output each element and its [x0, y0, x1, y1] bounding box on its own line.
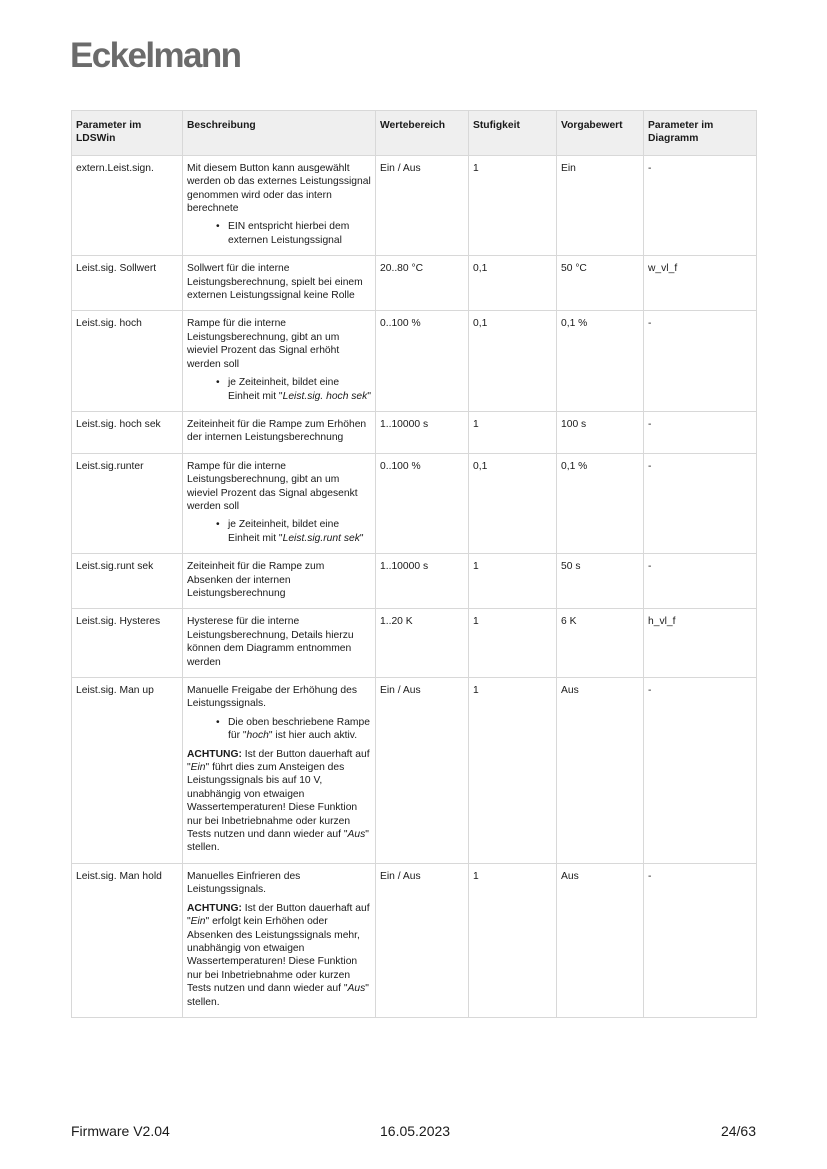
table-row — [72, 155, 757, 255]
param-diagram: - — [644, 155, 757, 255]
param-name: extern.Leist.sign. — [72, 155, 183, 255]
warning-body: " erfolgt kein Erhöhen oder Absenken des Leistungssignals mehr, unabhängig von etwaigen Wassertemperaturen! Diese Funktion nur bei Inbetriebnahme oder kurzen Tests nutzen und dann wieder auf " — [187, 916, 360, 995]
bullet-item: • EIN entspricht hierbei dem externen Leistungssignal — [228, 220, 371, 247]
param-default: 50 °C — [557, 256, 644, 311]
param-range: Ein / Aus — [376, 155, 469, 255]
param-diagram: - — [644, 311, 757, 411]
param-diagram: w_vl_f — [644, 256, 757, 311]
col-header-range: Wertebereich — [376, 111, 469, 156]
param-default: 0,1 % — [557, 453, 644, 553]
param-name: Leist.sig.runter — [72, 453, 183, 553]
warning-emphasis: Aus — [347, 983, 366, 995]
bullet-item — [228, 716, 371, 743]
param-range: 1..10000 s — [376, 411, 469, 453]
table-row — [72, 678, 757, 864]
parameter-table — [71, 110, 757, 1018]
footer-date: 16.05.2023 — [380, 1123, 451, 1139]
param-step: 0,1 — [469, 311, 557, 411]
description-text: Rampe für die interne Leistungsberechnung, gibt an um wieviel Prozent das Signal abgesenkt werden soll — [187, 460, 358, 512]
description-text: Zeiteinheit für die Rampe zum Absenken der internen Leistungsberechnung — [187, 561, 325, 599]
col-header-step: Stufigkeit — [469, 111, 557, 156]
param-range: 1..20 K — [376, 609, 469, 678]
footer-page-number: 24/63 — [720, 1123, 756, 1139]
param-diagram: - — [644, 453, 757, 553]
param-name: Leist.sig. Man up — [72, 678, 183, 864]
description-text: Zeiteinheit für die Rampe zum Erhöhen der internen Leistungsberechnung — [187, 418, 367, 444]
param-name: Leist.sig. Sollwert — [72, 256, 183, 311]
param-range: Ein / Aus — [376, 863, 469, 1017]
warning-body: " führt dies zum Ansteigen des Leistungssignals bis auf 10 V, unabhängig von etwaigen Wassertemperaturen! Diese Funktion nur bei Inbetriebnahme oder kurzen Tests nutzen und dann wieder auf " — [187, 762, 358, 841]
warning-text — [187, 748, 371, 855]
param-description — [183, 863, 376, 1017]
bullet-text: Die oben beschriebene Rampe für " — [228, 716, 370, 742]
param-name: Leist.sig. Hysteres — [72, 609, 183, 678]
bullet-list — [187, 518, 371, 545]
param-diagram: - — [644, 554, 757, 609]
param-range: 0..100 % — [376, 311, 469, 411]
warning-label: ACHTUNG: — [187, 748, 242, 760]
warning-body: " stellen. — [187, 829, 369, 854]
description-text: Sollwert für die interne Leistungsberechnung, spielt bei einem externen Leistungssignal keine Rolle — [187, 263, 363, 302]
bullet-item — [228, 376, 371, 403]
col-header-diagram: Parameter im Diagramm — [644, 111, 757, 156]
bullet-emphasis: hoch — [246, 730, 269, 742]
bullet-list — [187, 376, 371, 403]
bullet-item — [228, 518, 371, 545]
param-diagram: - — [644, 678, 757, 864]
description-text: Rampe für die interne Leistungsberechnung, gibt an um wieviel Prozent das Signal erhöht werden soll — [187, 318, 340, 370]
param-default: Aus — [557, 678, 644, 864]
table-row — [72, 311, 757, 411]
param-description — [183, 155, 376, 255]
warning-body: Ist der Button dauerhaft auf " — [187, 748, 370, 774]
param-default: 6 K — [557, 609, 644, 678]
param-diagram: - — [644, 411, 757, 453]
bullet-text: " — [359, 532, 364, 544]
param-step: 1 — [469, 609, 557, 678]
param-default: 50 s — [557, 554, 644, 609]
param-description — [183, 411, 376, 453]
table-row — [72, 609, 757, 678]
param-default: 100 s — [557, 411, 644, 453]
param-range: 20..80 °C — [376, 256, 469, 311]
description-text: Hysterese für die interne Leistungsberechnung, Details hierzu können dem Diagramm entnommen werden — [187, 616, 354, 668]
param-description — [183, 256, 376, 311]
bullet-emphasis: Leist.sig.runt sek — [282, 532, 360, 544]
param-name: Leist.sig.runt sek — [72, 554, 183, 609]
col-header-description: Beschreibung — [183, 111, 376, 156]
description-text: Mit diesem Button kann ausgewählt werden ob das externes Leistungssignal genommen wird oder das intern berechnete — [187, 162, 371, 215]
warning-body: Ist der Button dauerhaft auf " — [187, 902, 370, 928]
warning-emphasis: Aus — [347, 829, 366, 841]
col-header-default: Vorgabewert — [557, 111, 644, 156]
param-description — [183, 609, 376, 678]
param-description — [183, 311, 376, 411]
table-row — [72, 453, 757, 553]
param-range: 0..100 % — [376, 453, 469, 553]
param-step: 1 — [469, 554, 557, 609]
param-range: 1..10000 s — [376, 554, 469, 609]
param-step: 0,1 — [469, 453, 557, 553]
warning-text — [187, 902, 371, 1009]
bullet-text: je Zeiteinheit, bildet eine Einheit mit " — [228, 519, 340, 544]
param-step: 1 — [469, 678, 557, 864]
param-step: 1 — [469, 863, 557, 1017]
table-row — [72, 256, 757, 311]
bullet-text: " — [367, 390, 371, 402]
table-row — [72, 554, 757, 609]
warning-emphasis: Ein — [190, 762, 206, 774]
table-header-row — [72, 111, 757, 156]
param-description — [183, 678, 376, 864]
bullet-list — [187, 716, 371, 743]
bullet-list — [187, 220, 371, 247]
param-description — [183, 453, 376, 553]
param-default: 0,1 % — [557, 311, 644, 411]
description-text: Manuelle Freigabe der Erhöhung des Leistungssignals. — [187, 685, 358, 710]
description-text: Manuelles Einfrieren des Leistungssignals. — [187, 870, 301, 896]
table-row — [72, 863, 757, 1017]
param-name: Leist.sig. hoch sek — [72, 411, 183, 453]
bullet-text: " ist hier auch aktiv. — [268, 730, 358, 742]
warning-label: ACHTUNG: — [187, 902, 242, 914]
param-diagram: - — [644, 863, 757, 1017]
bullet-emphasis: Leist.sig. hoch sek — [282, 390, 368, 402]
footer-firmware: Firmware V2.04 — [71, 1123, 170, 1139]
warning-body: " stellen. — [187, 983, 369, 1008]
bullet-text: je Zeiteinheit, bildet eine Einheit mit " — [228, 377, 340, 402]
param-range: Ein / Aus — [376, 678, 469, 864]
param-default: Aus — [557, 863, 644, 1017]
param-step: 1 — [469, 155, 557, 255]
table-row — [72, 411, 757, 453]
param-diagram: h_vl_f — [644, 609, 757, 678]
col-header-parameter: Parameter im LDSWin — [72, 111, 183, 156]
param-default: Ein — [557, 155, 644, 255]
eckelmann-logo: Eckelmann — [70, 36, 241, 75]
warning-emphasis: Ein — [190, 916, 206, 928]
param-step: 1 — [469, 411, 557, 453]
param-name: Leist.sig. Man hold — [72, 863, 183, 1017]
param-name: Leist.sig. hoch — [72, 311, 183, 411]
param-step: 0,1 — [469, 256, 557, 311]
param-description — [183, 554, 376, 609]
